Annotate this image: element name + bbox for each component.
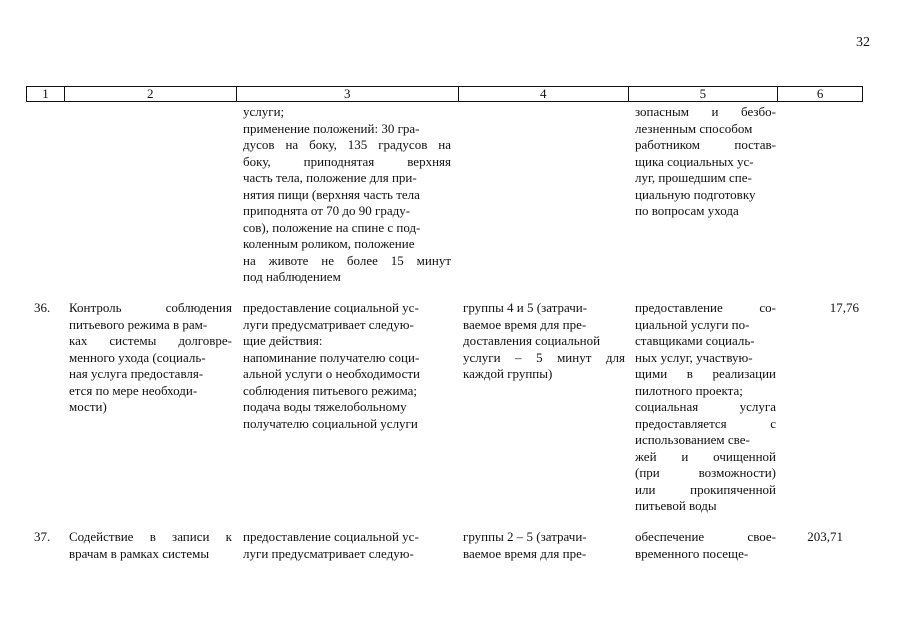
text-line: лезненным способом [635,120,753,136]
row36-conditions [635,300,776,515]
text-line: луги предусматривает следую- [243,316,414,332]
text-line: группы 2 – 5 (затрачи- [463,529,587,544]
text-line: дусов на боку, 135 градусов на [243,137,451,152]
text-line: ных услуг, участвую- [635,349,753,365]
text-line: ная услуга предоставля- [69,366,204,381]
text-line: щие действия: [243,333,323,348]
text-line: менного ухода (социаль- [69,349,206,365]
text-line: временного посеще- [635,545,749,561]
text-line: ваемое время для пре- [463,316,587,332]
text-line: питьевой воды [635,498,717,513]
text-line: зопасным и безбо- [635,104,776,119]
text-line: под наблюдением [243,269,341,284]
text-line: доставления социальной [463,333,601,348]
text-line: услуги; [243,104,285,119]
row37-service-description [243,529,451,562]
text-line: пилотного проекта; [635,382,743,398]
text-line: соблюдения питьевого режима; [243,382,417,398]
row37-conditions [635,529,776,562]
continuation-col3 [243,104,451,286]
column-number-2: 2 [65,87,237,101]
row36-groups-time [463,300,625,383]
text-line: питьевого режима в рам- [69,316,208,332]
text-line: работником постав- [635,137,776,152]
text-line: обеспечение свое- [635,529,776,544]
text-line: предоставляется с [635,415,776,431]
text-line: или прокипяченной [635,481,776,497]
text-line: социальная услуга [635,399,776,414]
text-line: получателю социальной услуги [243,415,418,431]
text-line: предоставление со- [635,300,776,315]
text-line: луг, прошедшим спе- [635,170,752,185]
text-line: предоставление социальной ус- [243,300,419,315]
text-line: ставщиками социаль- [635,333,755,348]
text-line: циальную подготовку [635,186,756,202]
text-line: щими в реализации [635,366,776,381]
text-line: мости) [69,399,107,414]
text-line: ках системы долговре- [69,333,232,348]
text-line: по вопросам ухода [635,203,739,218]
column-number-5: 5 [629,87,779,101]
text-line: Контроль соблюдения [69,300,232,315]
row37-groups-time [463,529,625,562]
text-line: приподнята от 70 до 90 граду- [243,203,411,218]
table-header-row [26,86,863,102]
text-line: врачам в рамках системы [69,545,210,561]
row-number: 36. [34,300,51,315]
page-number: 32 [856,35,870,50]
row37-service-name [69,529,232,562]
row36-service-description [243,300,451,432]
text-line: боку, приподнятая верхняя [243,153,451,169]
text-line: циальной услуги по- [635,316,750,332]
text-line: ваемое время для пре- [463,545,587,561]
text-line: нятия пищи (верхняя часть тела [243,186,420,202]
text-line: жей и очищенной [635,448,776,464]
row-number: 37. [34,529,51,544]
text-line: подача воды тяжелобольному [243,399,407,414]
text-line: на животе не более 15 минут [243,252,451,268]
text-line: группы 4 и 5 (затрачи- [463,300,588,315]
continuation-col5 [635,104,776,220]
text-line: ется по мере необходи- [69,382,198,398]
column-number-1: 1 [27,87,65,101]
text-line: напоминание получателю соци- [243,349,420,365]
column-number-4: 4 [459,87,629,101]
row37-price: 203,71 [807,529,843,544]
text-line: (при возможности) [635,465,776,480]
column-number-6: 6 [816,86,824,101]
text-line: использованием све- [635,432,750,447]
text-line: услуги – 5 минут для [463,349,625,365]
text-line: каждой группы) [463,366,553,381]
text-line: сов), положение на спине с под- [243,219,421,235]
text-line: Содействие в записи к [69,529,232,544]
text-line: альной услуги о необходимости [243,366,421,381]
text-line: часть тела, положение для при- [243,170,417,185]
text-line: применение положений: 30 гра- [243,120,420,136]
row36-price: 17,76 [829,300,859,315]
text-line: предоставление социальной ус- [243,529,419,544]
text-line: щика социальных ус- [635,153,754,169]
text-line: луги предусматривает следую- [243,545,414,561]
text-line: коленным роликом, положение [243,236,415,251]
column-number-3: 3 [237,87,459,101]
row36-service-name [69,300,232,416]
